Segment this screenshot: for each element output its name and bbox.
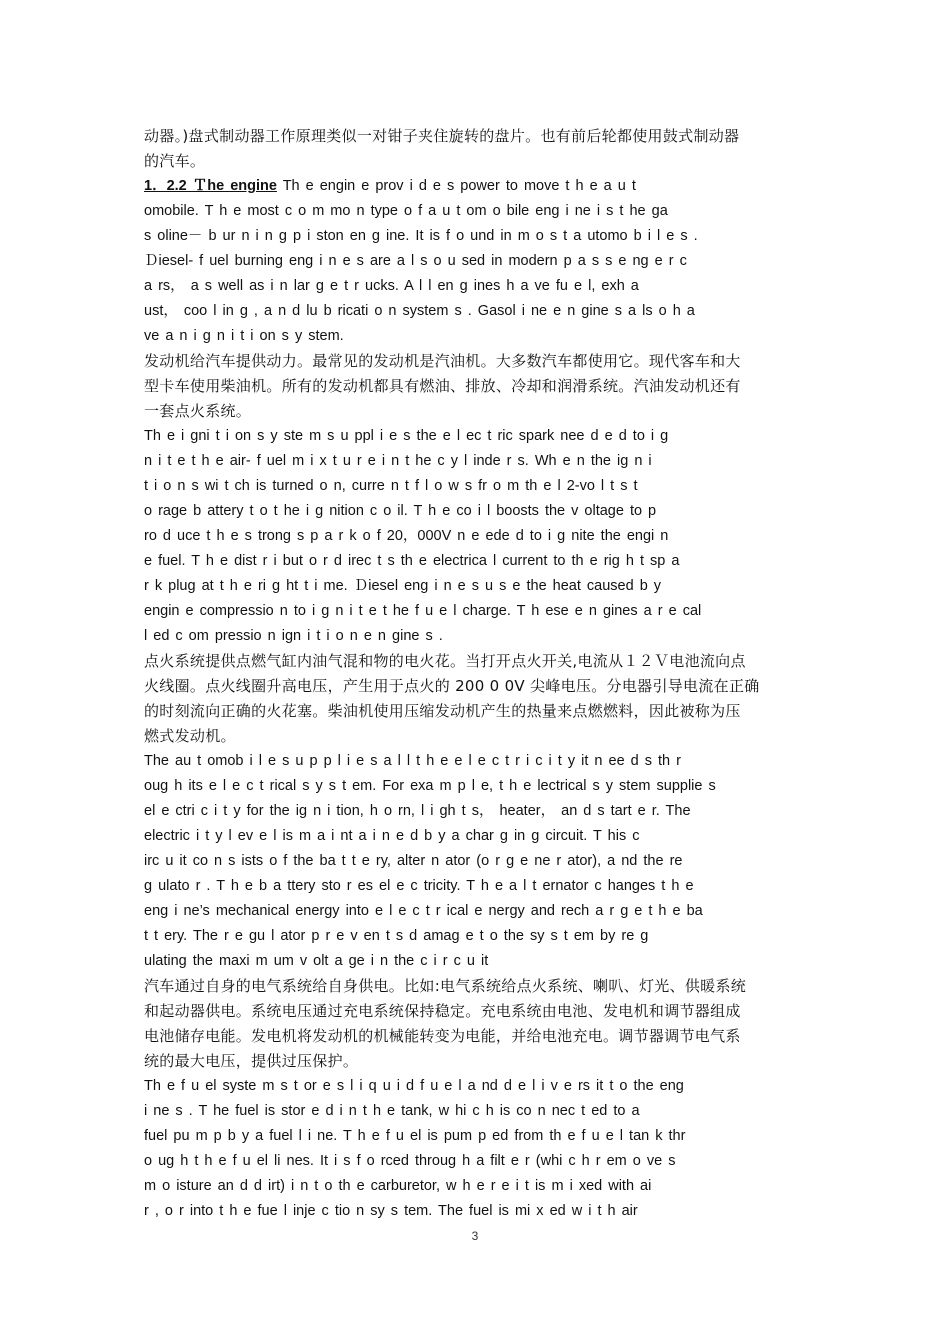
text-line: 的汽车。 [144,152,206,170]
text-line: s oline－ b ur n i n g p i ston en g ine. It is f o und in m o s t a utomo b i l e s . [144,228,698,244]
text-line: o ug h t h e f u el li nes. It i s f o rced throug h a filt e r (whi c h r em o ve s [144,1153,676,1169]
text-line: r , o r into t h e fue l inje c tio n sy s tem. The fuel is mi x ed w i t h air [144,1203,638,1219]
section-heading: 1．2.2 Ｔhe engine [144,178,277,194]
text-line: el e ctri c i t y for the ig n i tion, h o rn, l i gh t s， heater， an d s tart e r. The [144,803,691,819]
engine-paragraph-en [144,174,808,349]
text-line: ro d uce t h e s trong s p a r k o f 20，000V n e ede d to i g nite the engi n [144,528,669,544]
text-line: m o isture an d d irt) i n t o th e carburetor, w h e r e i t is m i xed with ai [144,1178,652,1194]
text-line: r k plug at t h e ri g ht t i me. Ｄiesel eng i n e s u s e the heat caused b y [144,578,662,594]
text-line: 动器。)盘式制动器工作原理类似一对钳子夹住旋转的盘片。也有前后轮都使用鼓式制动器 [144,127,740,145]
text-line: irc u it co n s ists o f the ba t t e ry, alter n ator (o r g e ne r ator), a nd the re [144,853,683,869]
ignition-paragraph-zh [144,649,808,749]
text-line: g ulato r . T h e b a ttery sto r es el e c tricity. T h e a l t ernator c hanges t h e [144,878,694,894]
text-line: ust， coo l in g , a n d lu b ricati o n system s . Gasol i ne e n gine s a ls o h a [144,303,695,319]
text-line: 发动机给汽车提供动力。最常见的发动机是汽油机。大多数汽车都使用它。现代客车和大 [144,352,741,370]
text-line: 电池储存电能。发电机将发动机的机械能转变为电能，并给电池充电。调节器调节电气系 [144,1027,741,1045]
document-page [144,124,808,1224]
text-line: a rs， a s well as i n lar g e t r ucks. A l l en g ines h a ve fu e l, exh a [144,278,639,294]
text-line: 统的最大电压，提供过压保护。 [144,1052,359,1070]
text-line: The au t omob i l e s u p p l i e s a l l t h e e l e c t r i c i t y it n ee d s th r [144,753,681,769]
text-line: t t ery. The r e gu l ator p r e v en t s d amag e t o the sy s t em by re g [144,928,649,944]
text-line: Ｄiesel- f uel burning eng i n e s are a l s o u sed in modern p a s s e ng e r c [144,253,687,269]
text-line: 的时刻流向正确的火花塞。柴油机使用压缩发动机产生的热量来点燃燃料，因此被称为压 [144,702,741,720]
text-line: 火线圈。点火线圈升高电压，产生用于点火的 200 0 0V 尖峰电压。分电器引导电流在正确 [144,677,760,695]
text-line: o rage b attery t o t he i g nition c o il. T h e co i l boosts the v oltage to p [144,503,657,519]
text-line: i ne s . T he fuel is stor e d i n t h e tank, w hi c h is co n nec t ed to a [144,1103,640,1119]
electrical-paragraph-en [144,749,808,974]
text-line: omobile. T h e most c o m mo n type o f a u t om o bile eng i ne i s t he ga [144,203,668,219]
text-line: oug h its e l e c t rical s y s t em. For exa m p l e, t h e lectrical s y stem supplie s [144,778,716,794]
text-line: engin e compressio n to i g n i t e t he f u e l charge. T h ese e n gines a r e cal [144,603,702,619]
text-line-rest: Th e engin e prov i d e s power to move t h e a u t [276,178,636,194]
intro-paragraph-zh [144,124,808,174]
text-line: t i o n s wi t ch is turned o n, curre n t f l o w s fr o m th e l 2-vo l t s t [144,478,638,494]
text-line [144,174,808,199]
text-line: l ed c om pressio n ign i t i o n e n gine s . [144,628,443,644]
ignition-paragraph-en [144,424,808,649]
text-line: n i t e t h e air- f uel m i x t u r e i n t he c y l inde r s. Wh e n the ig n i [144,453,652,469]
electrical-paragraph-zh [144,974,808,1074]
text-line: ulating the maxi m um v olt a ge i n the c i r c u it [144,953,489,969]
text-line: e fuel. T h e dist r i but o r d irec t s th e electrica l current to th e rig h t sp a [144,553,680,569]
text-line: Th e i gni t i on s y ste m s u ppl i e s the e l ec t ric spark nee d e d to i g [144,428,669,444]
text-line: 型卡车使用柴油机。所有的发动机都具有燃油、排放、冷却和润滑系统。汽油发动机还有 [144,377,741,395]
text-line: eng i ne’s mechanical energy into e l e c t r ical e nergy and rech a r g e t h e ba [144,903,703,919]
text-line: 汽车通过自身的电气系统给自身供电。比如:电气系统给点火系统、喇叭、灯光、供暖系统 [144,977,747,995]
text-line: Th e f u el syste m s t or e s l i q u i d f u e l a nd d e l i v e rs it t o the eng [144,1078,684,1094]
text-line: 燃式发动机。 [144,727,236,745]
text-line: 点火系统提供点燃气缸内油气混和物的电火花。当打开点火开关,电流从１２Ｖ电池流向点 [144,652,746,670]
fuel-paragraph-en [144,1074,808,1224]
text-line: electric i t y l ev e l is m a i nt a i n e d b y a char g in g circuit. T his c [144,828,640,844]
text-line: 和起动器供电。系统电压通过充电系统保持稳定。充电系统由电池、发电机和调节器组成 [144,1002,741,1020]
text-line: 一套点火系统。 [144,402,252,420]
engine-paragraph-zh [144,349,808,424]
text-line: fuel pu m p b y a fuel l i ne. T h e f u el is pum p ed from th e f u e l tan k thr [144,1128,686,1144]
page-number: 3 [471,1229,479,1243]
text-line: ve a n i g n i t i on s y stem. [144,328,344,344]
